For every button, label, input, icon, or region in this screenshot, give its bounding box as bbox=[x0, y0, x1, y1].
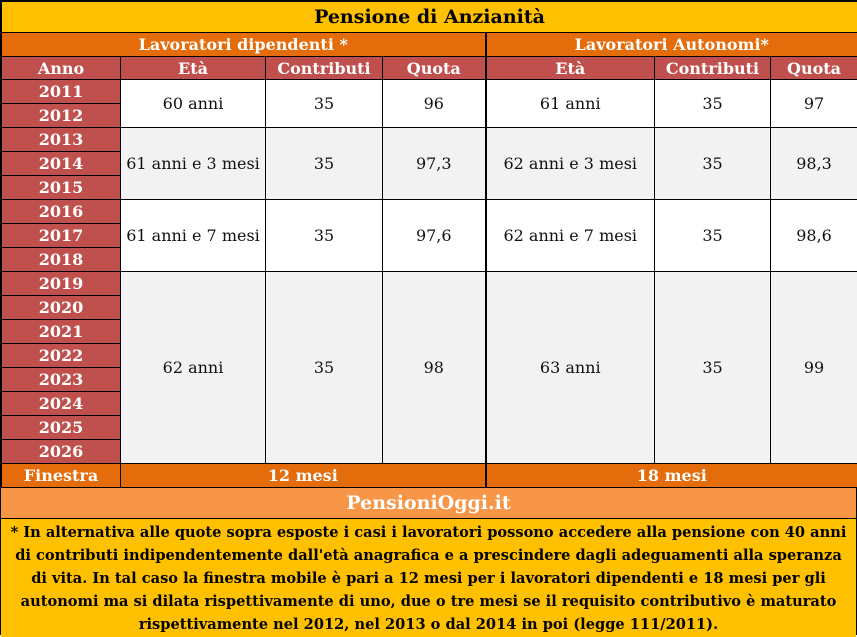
eta-dipendenti: 61 anni e 7 mesi bbox=[121, 200, 266, 272]
year-cell: 2019 bbox=[2, 272, 121, 296]
year-cell: 2015 bbox=[2, 176, 121, 200]
year-cell: 2021 bbox=[2, 320, 121, 344]
col-header-quota-dip: Quota bbox=[383, 57, 486, 80]
eta-dipendenti: 62 anni bbox=[121, 272, 266, 464]
year-cell: 2025 bbox=[2, 416, 121, 440]
footnote-text: * In alternativa alle quote sopra esposte i casi i lavoratori possono accedere alla pensione con 40 anni di contributi indipendentemente dall'età anagrafica e a prescindere dagli adeguamenti alla speranza di vita. In tal caso la finestra mobile è pari a 12 mesi per i lavoratori dipendenti e 18 mesi per gli autonomi ma si dilata rispettivamente di uno, due o tre mesi se il requisito contributivo è maturato rispettivamente nel 2012, nel 2013 o dal 2014 in poi (legge 111/2011). bbox=[1, 519, 856, 637]
quota-dipendenti: 97,3 bbox=[383, 128, 486, 200]
year-cell: 2026 bbox=[2, 440, 121, 464]
finestra-dipendenti: 12 mesi bbox=[121, 464, 486, 488]
year-cell: 2012 bbox=[2, 104, 121, 128]
pension-table bbox=[1, 1, 857, 488]
year-cell: 2017 bbox=[2, 224, 121, 248]
table-title: Pensione di Anzianità bbox=[2, 2, 857, 33]
year-cell: 2011 bbox=[2, 80, 121, 104]
contributi-autonomi: 35 bbox=[655, 128, 771, 200]
quota-dipendenti: 96 bbox=[383, 80, 486, 128]
finestra-label: Finestra bbox=[2, 464, 121, 488]
eta-autonomi: 63 anni bbox=[486, 272, 655, 464]
brand-banner: PensioniOggi.it bbox=[1, 488, 856, 519]
quota-autonomi: 98,6 bbox=[771, 200, 857, 272]
eta-dipendenti: 60 anni bbox=[121, 80, 266, 128]
quota-autonomi: 99 bbox=[771, 272, 857, 464]
contributi-dipendenti: 35 bbox=[266, 200, 383, 272]
col-header-anno: Anno bbox=[2, 57, 121, 80]
group-header-dipendenti: Lavoratori dipendenti * bbox=[2, 33, 486, 57]
year-cell: 2024 bbox=[2, 392, 121, 416]
col-header-contributi-aut: Contributi bbox=[655, 57, 771, 80]
col-header-quota-aut: Quota bbox=[771, 57, 857, 80]
year-cell: 2014 bbox=[2, 152, 121, 176]
contributi-dipendenti: 35 bbox=[266, 128, 383, 200]
contributi-autonomi: 35 bbox=[655, 200, 771, 272]
col-header-eta-aut: Età bbox=[486, 57, 655, 80]
eta-autonomi: 61 anni bbox=[486, 80, 655, 128]
quota-autonomi: 97 bbox=[771, 80, 857, 128]
contributi-dipendenti: 35 bbox=[266, 80, 383, 128]
finestra-autonomi: 18 mesi bbox=[486, 464, 857, 488]
year-cell: 2023 bbox=[2, 368, 121, 392]
quota-dipendenti: 97,6 bbox=[383, 200, 486, 272]
quota-autonomi: 98,3 bbox=[771, 128, 857, 200]
year-cell: 2018 bbox=[2, 248, 121, 272]
contributi-autonomi: 35 bbox=[655, 80, 771, 128]
year-cell: 2013 bbox=[2, 128, 121, 152]
group-header-autonomi: Lavoratori Autonomi* bbox=[486, 33, 857, 57]
col-header-eta-dip: Età bbox=[121, 57, 266, 80]
eta-dipendenti: 61 anni e 3 mesi bbox=[121, 128, 266, 200]
eta-autonomi: 62 anni e 3 mesi bbox=[486, 128, 655, 200]
quota-dipendenti: 98 bbox=[383, 272, 486, 464]
contributi-autonomi: 35 bbox=[655, 272, 771, 464]
contributi-dipendenti: 35 bbox=[266, 272, 383, 464]
eta-autonomi: 62 anni e 7 mesi bbox=[486, 200, 655, 272]
year-cell: 2020 bbox=[2, 296, 121, 320]
year-cell: 2022 bbox=[2, 344, 121, 368]
col-header-contributi-dip: Contributi bbox=[266, 57, 383, 80]
year-cell: 2016 bbox=[2, 200, 121, 224]
